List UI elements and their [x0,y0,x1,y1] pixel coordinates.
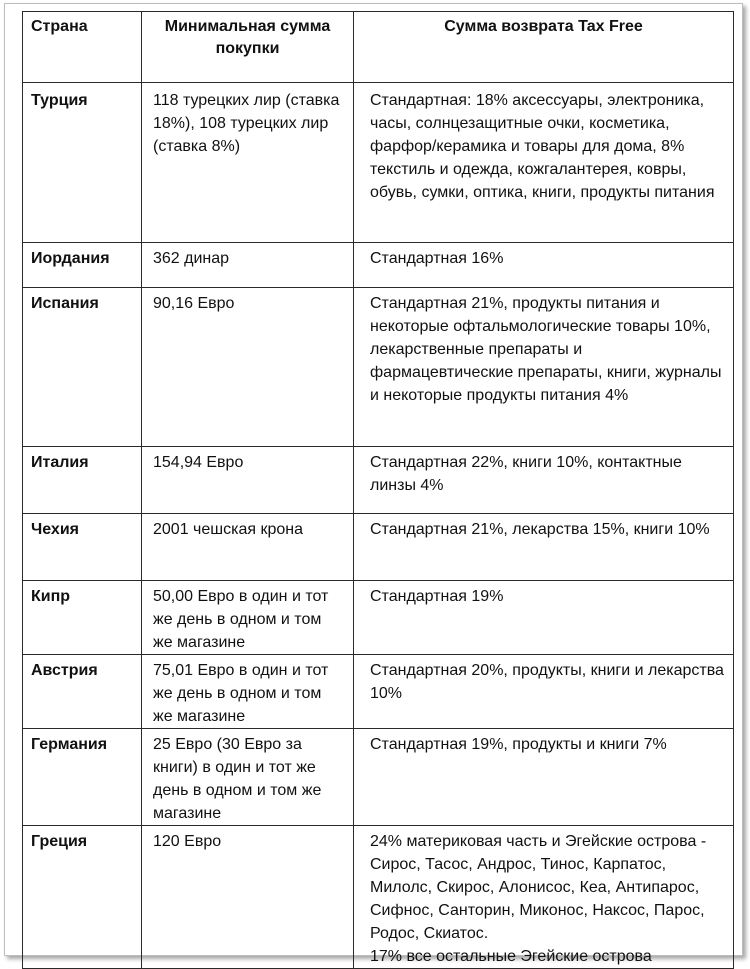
min-sum-cell: 2001 чешская крона [142,514,354,581]
refund-cell [354,826,734,969]
country-cell: Турция [23,83,142,243]
document-page [4,3,743,965]
table-row [23,581,734,655]
refund-cell: Стандартная 16% [354,243,734,288]
table-header-row [23,12,734,83]
min-sum-cell: 362 динар [142,243,354,288]
table-row [23,243,734,288]
country-cell: Германия [23,729,142,826]
min-sum-cell: 75,01 Евро в один и тот же день в одном и том же магазине [142,655,354,729]
min-sum-cell: 50,00 Евро в один и тот же день в одном и том же магазине [142,581,354,655]
country-cell: Чехия [23,514,142,581]
table-row [23,83,734,243]
header-country: Страна [23,12,142,83]
refund-text-extra: 17% все остальные Эгейские острова [370,948,652,965]
refund-cell: Стандартная 19%, продукты и книги 7% [354,729,734,826]
min-sum-cell: 25 Евро (30 Евро за книги) в один и тот же день в одном и том же магазине [142,729,354,826]
country-cell: Австрия [23,655,142,729]
refund-cell: Стандартная 22%, книги 10%, контактные линзы 4% [354,447,734,514]
refund-cell: Стандартная 19% [354,581,734,655]
refund-cell: Стандартная 21%, продукты питания и некоторые офтальмологические товары 10%, лекарственные препараты и фармацевтические препараты, книги, журналы и некоторые продукты питания 4% [354,288,734,447]
refund-text: 24% материковая часть и Эгейские острова - Сирос, Тасос, Андрос, Тинос, Карпатос, Милолс, Скирос, Алонисос, Кеа, Антипарос, Сифнос, Санторин, Миконос, Наксос, Парос, Родос, Скиатос. [370,833,707,942]
min-sum-cell: 120 Евро [142,826,354,969]
tax-free-table [22,11,734,969]
min-sum-cell: 90,16 Евро [142,288,354,447]
table-row [23,729,734,826]
refund-cell: Стандартная 21%, лекарства 15%, книги 10% [354,514,734,581]
table-row [23,447,734,514]
refund-cell: Стандартная: 18% аксессуары, электроника, часы, солнцезащитные очки, косметика, фарфор/керамика и товары для дома, 8% текстиль и одежда, кожгалантерея, ковры, обувь, сумки, оптика, книги, продукты питания [354,83,734,243]
country-cell: Испания [23,288,142,447]
header-refund: Сумма возврата Tax Free [354,12,734,83]
refund-cell: Стандартная 20%, продукты, книги и лекарства 10% [354,655,734,729]
country-cell: Кипр [23,581,142,655]
table-row [23,655,734,729]
header-min-sum: Минимальная сумма покупки [142,12,354,83]
table-row [23,514,734,581]
country-cell: Иордания [23,243,142,288]
min-sum-cell: 154,94 Евро [142,447,354,514]
min-sum-cell: 118 турецких лир (ставка 18%), 108 турецких лир (ставка 8%) [142,83,354,243]
table-row [23,288,734,447]
table-row [23,826,734,969]
country-cell: Греция [23,826,142,969]
country-cell: Италия [23,447,142,514]
